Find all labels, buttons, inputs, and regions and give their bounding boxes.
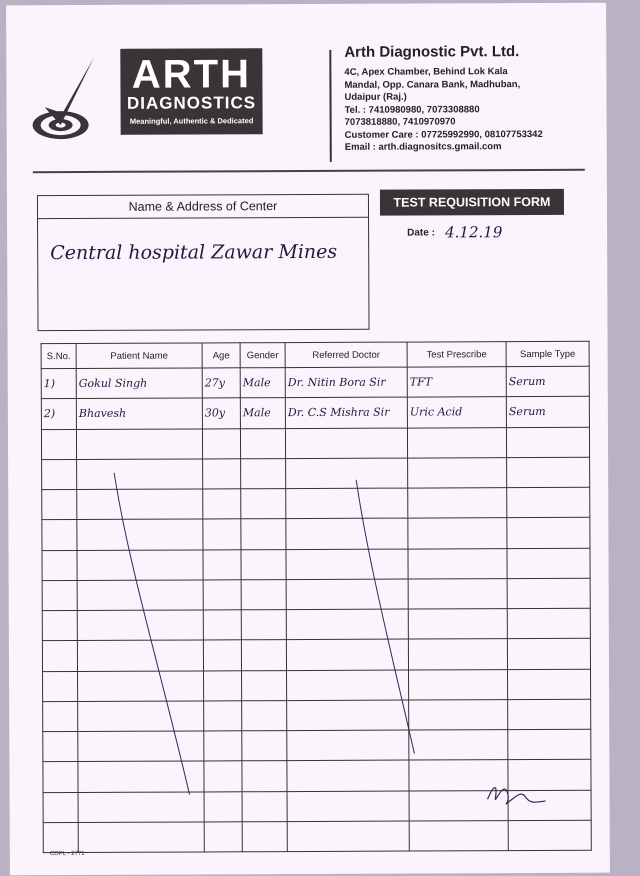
email-line: Email : arth.diagnositcs.gmail.com [344, 141, 502, 153]
print-code: COPL - 2771 [49, 850, 85, 858]
cell-age: 30y [202, 398, 240, 428]
cell-gender: Male [240, 368, 285, 398]
center-label: Name & Address of Center [38, 195, 368, 219]
col-header-test-prescribe: Test Prescribe [407, 342, 506, 367]
brand-tagline: Meaningful, Authentic & Dedicated [129, 116, 254, 126]
address-line: Udaipur (Raj.) [344, 91, 407, 103]
brand-subtitle: DIAGNOSTICS [126, 93, 257, 113]
col-header-referred-doctor: Referred Doctor [285, 342, 407, 368]
cell-sno: 2) [41, 399, 76, 429]
cell-gender: Male [240, 398, 285, 428]
address-line: Mandal, Opp. Canara Bank, Madhuban, [344, 78, 521, 91]
requisition-form-page [6, 3, 610, 876]
col-header-patient-name: Patient Name [76, 343, 202, 369]
cell-sample-type: Serum [506, 397, 589, 428]
col-header-age: Age [202, 343, 240, 368]
brand-name: ARTH [131, 52, 252, 97]
date-label: Date : [407, 227, 435, 239]
strike-line-right [356, 480, 414, 754]
cell-age: 27y [202, 368, 240, 398]
col-header-sample-type: Sample Type [506, 341, 589, 366]
center-value: Central hospital Zawar Mines [50, 240, 338, 265]
cell-test-prescribe: Uric Acid [407, 397, 506, 428]
strike-line-left [114, 473, 189, 795]
cell-referred-doctor: Dr. Nitin Bora Sir [285, 367, 407, 398]
phone-line: Tel. : 7410980980, 7073308880 [344, 103, 480, 116]
company-name: Arth Diagnostic Pvt. Ltd. [344, 43, 520, 61]
form-title: TEST REQUISITION FORM [380, 189, 564, 216]
col-header-sno: S.No. [41, 344, 76, 369]
cell-referred-doctor: Dr. C.S Mishra Sir [285, 397, 407, 428]
cell-patient-name: Bhavesh [76, 398, 202, 429]
cell-test-prescribe: TFT [407, 367, 506, 398]
cell-sample-type: Serum [506, 366, 589, 397]
customer-care-line: Customer Care : 07725992990, 08107753342 [344, 128, 543, 141]
pen-marks [6, 3, 610, 876]
signature [488, 787, 546, 804]
cell-sno: 1) [41, 369, 76, 399]
date-value: 4.12.19 [445, 223, 503, 242]
cell-patient-name: Gokul Singh [76, 368, 202, 399]
address-line: 4C, Apex Chamber, Behind Lok Kala [344, 66, 508, 78]
col-header-gender: Gender [240, 343, 285, 368]
phone-line: 7073818880, 7410970970 [344, 116, 456, 128]
